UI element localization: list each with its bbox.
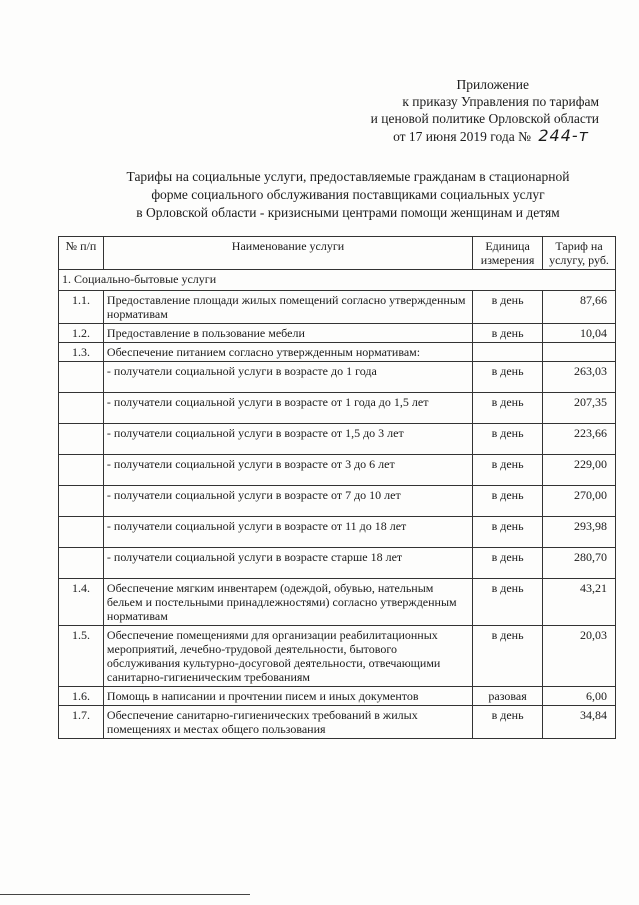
section-title: 1. Социально-бытовые услуги — [59, 270, 616, 291]
header-tariff: Тариф на услугу, руб. — [543, 237, 616, 270]
table-row — [59, 486, 616, 517]
cell-name: - получатели социальной услуги в возрасте старше 18 лет — [103, 548, 472, 579]
cell-tariff: 263,03 — [543, 362, 616, 393]
tariff-table — [58, 236, 616, 739]
cell-unit: разовая — [473, 687, 543, 706]
cell-unit: в день — [473, 706, 543, 739]
cell-name: - получатели социальной услуги в возрасте от 1,5 до 3 лет — [103, 424, 472, 455]
cell-num: 1.4. — [59, 579, 104, 626]
table-row — [59, 579, 616, 626]
cell-unit: в день — [473, 291, 543, 324]
table-row — [59, 548, 616, 579]
cell-num — [59, 548, 104, 579]
cell-tariff: 293,98 — [543, 517, 616, 548]
appendix-date: от 17 июня 2019 года № — [393, 129, 531, 144]
cell-num — [59, 486, 104, 517]
cell-tariff: 43,21 — [543, 579, 616, 626]
cell-tariff: 20,03 — [543, 626, 616, 687]
cell-name: Обеспечение помещениями для организации реабилитационных мероприятий, лечебно-трудовой деятельности, бытового обслуживания культурно-досуговой деятельности, отвечающими санитарно-гигиеническим требованиям — [103, 626, 472, 687]
cell-tariff: 87,66 — [543, 291, 616, 324]
cell-name: - получатели социальной услуги в возрасте от 3 до 6 лет — [103, 455, 472, 486]
cell-unit: в день — [473, 486, 543, 517]
cell-num — [59, 455, 104, 486]
table-row — [59, 291, 616, 324]
table-row — [59, 424, 616, 455]
cell-num: 1.2. — [59, 324, 104, 343]
cell-name: - получатели социальной услуги в возрасте от 11 до 18 лет — [103, 517, 472, 548]
title-line-1: Тарифы на социальные услуги, предоставляемые гражданам в стационарной — [126, 169, 570, 184]
cell-num: 1.3. — [59, 343, 104, 362]
appendix-header — [299, 76, 599, 145]
cell-name: Обеспечение мягким инвентарем (одеждой, обувью, нательным бельем и постельными принадлежностями) согласно утвержденным нормативам — [103, 579, 472, 626]
title-line-3: в Орловской области - кризисными центрами помощи женщинам и детям — [136, 205, 560, 220]
cell-num — [59, 362, 104, 393]
cell-num — [59, 393, 104, 424]
document-title — [88, 168, 608, 222]
cell-num: 1.5. — [59, 626, 104, 687]
cell-name: - получатели социальной услуги в возрасте от 7 до 10 лет — [103, 486, 472, 517]
table-row — [59, 687, 616, 706]
cell-unit: в день — [473, 455, 543, 486]
cell-unit — [473, 343, 543, 362]
cell-name: Обеспечение санитарно-гигиенических требований в жилых помещениях и местах общего пользования — [103, 706, 472, 739]
appendix-authority: и ценовой политике Орловской области — [370, 111, 599, 126]
cell-unit: в день — [473, 548, 543, 579]
table-header-row — [59, 237, 616, 270]
cell-tariff: 270,00 — [543, 486, 616, 517]
cell-tariff: 10,04 — [543, 324, 616, 343]
cell-num: 1.7. — [59, 706, 104, 739]
appendix-order-ref: к приказу Управления по тарифам — [402, 94, 599, 109]
cell-name: Обеспечение питанием согласно утвержденным нормативам: — [103, 343, 472, 362]
cell-num — [59, 424, 104, 455]
header-num: № п/п — [59, 237, 104, 270]
cell-tariff: 34,84 — [543, 706, 616, 739]
cell-tariff: 223,66 — [543, 424, 616, 455]
bottom-rule — [0, 894, 250, 895]
cell-unit: в день — [473, 393, 543, 424]
cell-tariff: 6,00 — [543, 687, 616, 706]
cell-unit: в день — [473, 324, 543, 343]
cell-num: 1.1. — [59, 291, 104, 324]
table-row — [59, 706, 616, 739]
cell-unit: в день — [473, 579, 543, 626]
title-line-2: форме социального обслуживания поставщиками социальных услуг — [151, 187, 545, 202]
cell-name: Предоставление в пользование мебели — [103, 324, 472, 343]
section-row — [59, 270, 616, 291]
table-row — [59, 517, 616, 548]
cell-unit: в день — [473, 424, 543, 455]
table-row — [59, 324, 616, 343]
header-name: Наименование услуги — [103, 237, 472, 270]
appendix-label: Приложение — [456, 77, 529, 92]
table-row — [59, 343, 616, 362]
cell-name: Помощь в написании и прочтении писем и иных документов — [103, 687, 472, 706]
cell-unit: в день — [473, 626, 543, 687]
cell-tariff: 207,35 — [543, 393, 616, 424]
cell-unit: в день — [473, 517, 543, 548]
cell-unit: в день — [473, 362, 543, 393]
cell-tariff: 280,70 — [543, 548, 616, 579]
table-row — [59, 626, 616, 687]
cell-name: - получатели социальной услуги в возрасте до 1 года — [103, 362, 472, 393]
header-unit: Единица измерения — [473, 237, 543, 270]
table-row — [59, 393, 616, 424]
cell-tariff — [543, 343, 616, 362]
cell-name: Предоставление площади жилых помещений согласно утвержденным нормативам — [103, 291, 472, 324]
cell-num — [59, 517, 104, 548]
appendix-date-line — [299, 127, 599, 145]
table-row — [59, 362, 616, 393]
handwritten-order-number: 244-т — [538, 126, 589, 145]
cell-num: 1.6. — [59, 687, 104, 706]
cell-name: - получатели социальной услуги в возрасте от 1 года до 1,5 лет — [103, 393, 472, 424]
table-row — [59, 455, 616, 486]
cell-tariff: 229,00 — [543, 455, 616, 486]
